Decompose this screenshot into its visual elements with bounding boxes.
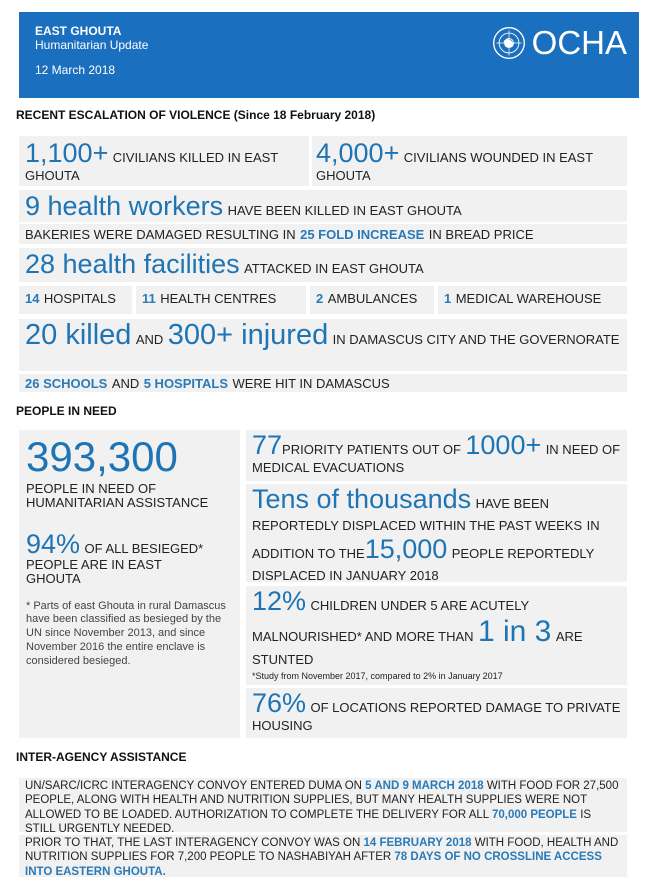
header-subtitle: Humanitarian Update [35, 38, 149, 52]
header-date: 12 March 2018 [35, 63, 116, 77]
bakeries-text: BAKERIES WERE DAMAGED RESULTING IN [25, 227, 296, 242]
housing-card [246, 688, 627, 738]
malnutrition-value2: 1 in 3 [477, 615, 552, 649]
facility-label: HEALTH CENTRES [160, 291, 277, 306]
malnutrition-text1: CHILDREN UNDER 5 ARE ACUTELY [310, 598, 530, 613]
wounded-value: 4,000+ [316, 138, 400, 168]
besieged-value: 94% [26, 529, 81, 560]
besieged-block [26, 531, 233, 585]
facility-type-hospitals [19, 286, 132, 314]
damascus-hits-card [19, 374, 627, 392]
patients-text1: PRIORITY PATIENTS OUT OF [282, 442, 461, 457]
pin-total-text: PEOPLE IN NEED OF HUMANITARIAN ASSISTANCE [26, 481, 209, 510]
header-banner [19, 12, 639, 98]
p1-text-c: IS STILL URGENTLY NEEDED. [25, 808, 592, 836]
killed-text: CIVILIANS KILLED IN EAST GHOUTA [25, 150, 279, 183]
displaced-value: Tens of thousands [252, 484, 472, 514]
pin-total-card [19, 430, 240, 738]
health-workers-card [19, 190, 627, 222]
health-workers-text: HAVE BEEN KILLED IN EAST GHOUTA [227, 203, 462, 218]
bakeries-card [19, 224, 627, 244]
header-title: EAST GHOUTA [35, 24, 122, 38]
damascus-card [19, 319, 627, 371]
damascus-killed: 20 killed [25, 319, 132, 351]
patients-value2: 1000+ [465, 430, 542, 460]
besieged-footnote: * Parts of east Ghouta in rural Damascus have been classified as besieged by the UN since November 2013, and since November 2016 the entire enclave is considered besieged. [26, 599, 226, 667]
patients-value: 77 [252, 430, 283, 460]
hits-and: AND [111, 376, 140, 391]
convoy-paragraph-1 [19, 778, 627, 836]
patients-text2: IN NEED OF MEDICAL EVACUATIONS [252, 442, 621, 475]
killed-value: 1,100+ [25, 138, 109, 168]
besieged-text2: PEOPLE ARE IN EAST GHOUTA [26, 557, 162, 586]
damascus-injured: 300+ injured [167, 319, 329, 351]
malnutrition-note: *Study from November 2017, compared to 2% in January 2017 [252, 670, 503, 681]
violence-section-title: RECENT ESCALATION OF VIOLENCE (Since 18 February 2018) [16, 108, 376, 122]
besieged-text1: OF ALL BESIEGED* [84, 541, 204, 557]
p2-highlight-date: 14 FEBRUARY 2018 [363, 837, 472, 849]
displaced-text: HAVE BEEN REPORTEDLY DISPLACED WITHIN THE PAST WEEKS [252, 496, 583, 533]
killed-card [19, 136, 309, 186]
bakeries-highlight: 25 FOLD INCREASE [300, 227, 425, 242]
malnutrition-text3: ARE STUNTED [252, 629, 583, 668]
facility-label: HOSPITALS [43, 291, 116, 306]
convoy-paragraph-2 [19, 835, 627, 877]
convoy-text-1 [25, 779, 621, 837]
facility-count: 1 [444, 291, 452, 306]
pin-total-value: 393,300 [26, 433, 178, 480]
ocha-logo-text: OCHA [531, 24, 627, 61]
facilities-text: ATTACKED IN EAST GHOUTA [244, 261, 424, 276]
facilities-card [19, 248, 627, 282]
housing-value: 76% [252, 688, 307, 718]
patients-card [246, 430, 627, 481]
facility-count: 14 [25, 291, 40, 306]
p2-highlight-days: 78 DAYS OF NO CROSSLINE ACCESS INTO EASTERN GHOUTA. [25, 851, 602, 878]
convoy-text-2 [25, 836, 621, 879]
displaced-card [246, 484, 627, 582]
p2-text-a: PRIOR TO THAT, THE LAST INTERAGENCY CONVOY WAS ON [25, 837, 361, 849]
facilities-value: 28 health facilities [25, 249, 240, 279]
malnutrition-value: 12% [252, 586, 307, 616]
facility-type-warehouse [438, 286, 627, 314]
p1-text-b: WITH FOOD FOR 27,500 PEOPLE, ALONG WITH HEALTH AND NUTRITION SUPPLIES, BUT MANY HEALTH SUPPLIES WERE NOT ALLOWED TO BE LOADED. AUTHORIZATION TO COMPLETE THE DELIVERY FOR ALL [25, 780, 619, 821]
malnutrition-text2: MALNOURISHED* AND MORE THAN [252, 629, 474, 645]
wounded-text: CIVILIANS WOUNDED IN EAST GHOUTA [316, 150, 593, 183]
p1-highlight-dates: 5 AND 9 MARCH 2018 [365, 780, 484, 792]
assistance-section-title: INTER-AGENCY ASSISTANCE [16, 750, 187, 764]
un-emblem-icon [491, 25, 527, 61]
health-workers-value: 9 health workers [25, 191, 224, 221]
ocha-logo [491, 24, 627, 62]
displaced-text2: IN ADDITION TO THE [252, 517, 600, 562]
displaced-text3: PEOPLE REPORTEDLY DISPLACED IN JANUARY 2018 [252, 546, 595, 583]
facility-type-health-centres [136, 286, 306, 314]
p2-text-b: WITH FOOD, HEALTH AND NUTRITION SUPPLIES FOR 7,200 PEOPLE TO NASHABIYAH AFTER [25, 837, 619, 864]
schools-highlight: 26 SCHOOLS [25, 376, 108, 391]
p1-highlight-people: 70,000 PEOPLE [491, 808, 577, 821]
facility-label: MEDICAL WAREHOUSE [455, 291, 602, 306]
hospitals-highlight: 5 HOSPITALS [143, 376, 228, 391]
facility-label: AMBULANCES [327, 291, 418, 306]
housing-text: OF LOCATIONS REPORTED DAMAGE TO PRIVATE HOUSING [252, 700, 621, 733]
hits-text: WERE HIT IN DAMASCUS [232, 376, 390, 391]
bakeries-text-end: IN BREAD PRICE [428, 227, 534, 242]
pin-section-title: PEOPLE IN NEED [16, 404, 117, 418]
facility-count: 11 [142, 291, 156, 306]
malnutrition-card [246, 586, 627, 685]
wounded-card [312, 136, 627, 186]
displaced-value2: 15,000 [364, 534, 448, 565]
damascus-and: AND [135, 332, 164, 347]
p1-text-a: UN/SARC/ICRC INTERAGENCY CONVOY ENTERED DUMA ON [25, 780, 362, 792]
facility-type-ambulances [310, 286, 434, 314]
damascus-text: IN DAMASCUS CITY AND THE GOVERNORATE [332, 332, 620, 347]
facility-count: 2 [316, 291, 324, 306]
